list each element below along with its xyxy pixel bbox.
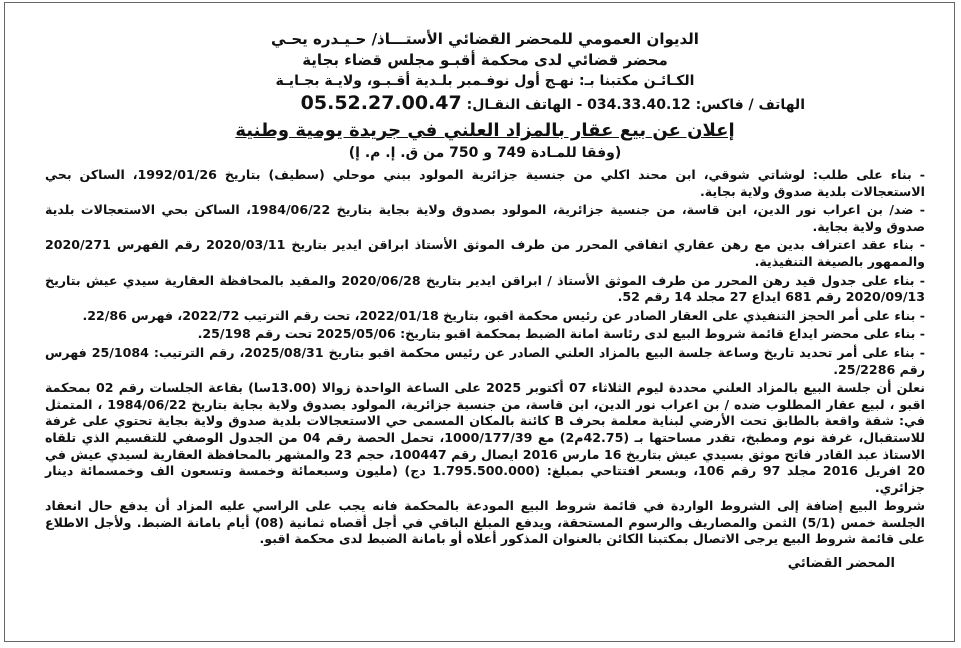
paragraph-seizure-order: - بناء على أمر الحجز التنفيذي على العقار الصادر عن رئيس محكمة اقبو، بتاريخ 2022/01/18، تحت رقم الترتيب 2022/72، فهرس 22/86. [82, 307, 925, 323]
office-court: محضر قضائي لدى محكمة أقبـو مجلس قضاء بجاية [302, 51, 668, 69]
document-page [4, 2, 955, 642]
letterhead [45, 29, 925, 91]
paragraph-sale-conditions: شروط البيع إضافة إلى الشروط الواردة في قائمة شروط البيع المودعة بالمحكمة فانه يجب على الراسي عليه المزاد أن يدفع حال انعقاد الجلسة خمس (5/1) الثمن والمصاريف والرسوم المستحقة، ويدفع المبلغ الباقي في أجل أقصاه ثمانية (08) أيام بامانة الضبط. ولأجل الاطلاع على قائمة شروط البيع يرجى الاتصال بمكتبنا الكائن بالعنوان المذكور أعلاه أو بامانة الضبط لدى محكمة اقبو. [45, 498, 925, 547]
paragraph-against: - ضد/ بن اعراب نور الدين، ابن قاسة، من جنسية جزائرية، المولود بصدوق ولاية بجاية بتاريخ 1984/06/22، الساكن بحي الاستعجالات بلدية صدوق ولاية بجاية. [45, 202, 926, 234]
paragraph-requester: - بناء على طلب: لوشاتي شوقي، ابن محند اكلي من جنسية جزائرية المولود ببني موحلي (سطيف) بتاريخ 1992/01/26، الساكن بحي الاستعجالات بلدية صدوق ولاية بجاية. [45, 167, 925, 199]
announcement-document [45, 29, 925, 571]
paragraph-debt-deed: - بناء عقد اعتراف بدين مع رهن عقاري اتفاقي المحرر من طرف الموثق الأستاذ ابراقن ايدير بتاريخ 2020/03/11 رقم الفهرس 2020/271 والممهور بالصيغة التنفيذية. [45, 237, 926, 269]
contact-line [45, 91, 925, 117]
announcement-title [45, 119, 925, 143]
announcement-body [45, 167, 925, 548]
office-address: الكـائـن مكتبنا بـ: نهـج أول نوفـمبر بلـدية أقـبـو، ولايـة بجـايـة [275, 73, 695, 89]
paragraph-hearing-order: - بناء على أمر تحديد تاريخ وساعة جلسة البيع بالمزاد العلني الصادر عن رئيس محكمة اقبو بتاريخ 2025/08/31، رقم الترتيب: 25/1084 فهرس رقم 25/2286. [45, 344, 925, 377]
legal-reference: (وفقا للمـادة 749 و 750 من ق. إ. م. إ) [348, 145, 622, 161]
phone-fax-label: الهاتف / فاكس: 034.33.40.12 - الهاتف النقـال: [466, 97, 805, 113]
announcement-title-text: إعلان عن بيع عقار بالمزاد العلني في جريدة يومية وطنية [235, 120, 735, 141]
signature-bailiff: المحضر القضائي [787, 556, 895, 572]
paragraph-mortgage: - بناء على جدول قيد رهن المحرر من طرف الموثق الأستاذ / ابراقن ايدير بتاريخ 2020/06/28 والمقيد بالمحافظة العقارية سيدي عيش بتاريخ 2020/09/13 رقم 681 ايداع 27 مجلد 14 رقم 52. [45, 272, 925, 305]
paragraph-conditions-deposit: - بناء على محضر ايداع قائمة شروط البيع لدى رئاسة امانة الضبط بمحكمة اقبو بتاريخ: 2025/05/06 تحت رقم 25/198. [197, 326, 925, 342]
paragraph-sale-announcement: نعلن أن جلسة البيع بالمزاد العلني محددة ليوم الثلاثاء 07 أكتوبر 2025 على الساعة الواحدة زوالا (13.00سا) بقاعة الجلسات رقم 02 بمحكمة اقبو ، لبيع عقار المطلوب ضده / بن اعراب نور الدين، ابن قاسة، من جنسية جزائرية، المولود بصدوق ولاية بجاية بتاريخ 1984/06/22 ، المتمثل في: شقة واقعة بالطابق تحت الأرضي لبناية معلمة بحرف B كائنة بالمكان المسمى حي الاستعجالات بلدية صدوق ولاية بجاية تحتوي على غرفة للاستقبال، غرفة نوم ومطبخ، تقدر مساحتها بـ (42.75م2) مع 1000/177/39، تحمل الحصة رقم 04 من الجدول الوصفي للتقسيم الذي تلقاه الاستاذ عبد القادر فاتح موثق بسيدي عيش بتاريخ 16 مارس 2016 ايصال رقم 100447، حجم 23 والمشهر بالمحافظة العقارية لسيدي عيش في 20 افريل 2016 مجلد 97 رقم 106، وبسعر افتتاحي بمبلغ: (1.795.500.000 دج) (مليون وسبعمائة وخمسة وتسعون الف وخمسمائة دينار جزائري. [45, 380, 925, 495]
office-name: الديوان العمومي للمحضر القضائي الأستـــاذ/ حـيـدره يحـي [271, 30, 699, 48]
mobile-number: 05.52.27.00.47 [300, 92, 462, 114]
